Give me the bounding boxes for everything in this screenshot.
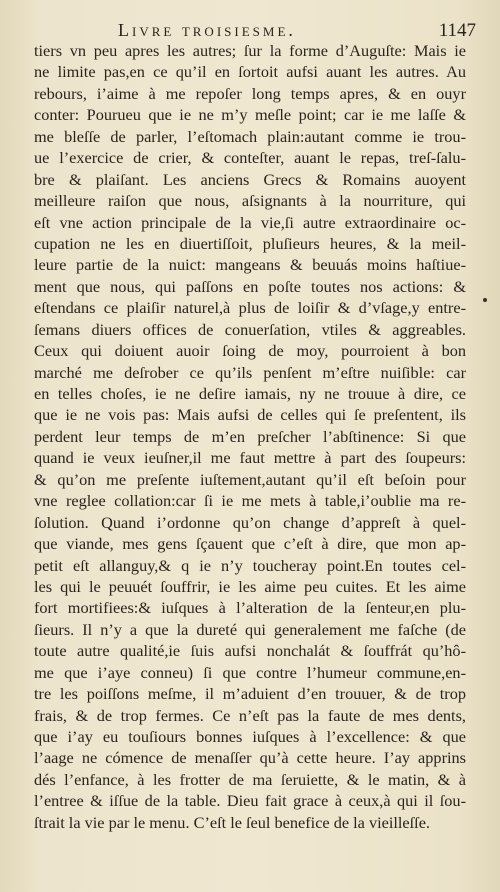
text-line: marché me deſrober ce qu’ils penſent m’eſtre nuiſible: car [34,362,466,382]
text-line: l’aage ne cómence de menaſſer qu’à cette heure. I’ay apprins [34,748,466,768]
text-line: l’entree & iſſue de la table. Dieu fait grace à ceux,à qui il ſou- [34,791,466,811]
text-line: eſt vne action principale de la vie,ſi autre extraordinaire oc- [34,212,466,232]
text-line: ne limite pas,en ce qu’il en ſortoit aufsi auant les autres. Au [34,62,466,82]
text-line: quand ie veux ieuſner,il me faut mettre à part des ſoupeurs: [34,448,466,468]
text-line: ſemans diuers offices de conuerſation, vtiles & aggreables. [34,319,466,339]
text-line: cupation ne les en diuertiſſoit, pluſieurs heures, & la meil- [34,233,466,253]
text-line: fort mortifiees:& iuſques à l’alteration de la ſenteur,en plu- [34,598,466,618]
text-line: que ie ne vois pas: Mais aufsi de celles qui ſe preſentent, ils [34,405,466,425]
text-line: me bleſſe de parler, l’eſtomach plain:autant comme ie trou- [34,126,466,146]
text-line: ment que nous, qui paſſons en poſte toutes nos actions: & [34,276,466,296]
text-line: ſolution. Quand i’ordonne qu’on change d’appreſt à quel- [34,512,466,532]
text-line: perdent leur temps de m’en preſcher l’abſtinence: Si que [34,426,466,446]
text-line: frais, & de trop fermes. Ce n’eſt pas la faute de mes dents, [34,705,466,725]
text-line: dés l’enfance, à les frotter de ma ſeruiette, & le matin, & à [34,769,466,789]
text-line: eſtendans ce plaiſir naturel,à plus de loiſir & d’vſage,y entre- [34,298,466,318]
text-line: me que i’aye conneu) ſi que contre l’humeur commune,en- [34,662,466,682]
page-number: 1147 [438,20,476,41]
text-line: tiers vn peu apres les autres; ſur la forme d’Auguſte: Mais ie [34,41,466,60]
text-line: ſieurs. Il n’y a que la dureté qui generalement me faſche (de [34,619,466,639]
margin-dot-mark [483,298,487,302]
text-line: ue l’exercice de crier, & conteſter, auant le repas, treſ-ſalu- [34,148,466,168]
running-head: Livre troisiesme. [118,20,296,40]
text-line: petit eſt allanguy,& q ie n’y toucheray point.En toutes cel- [34,555,466,575]
text-line: que viande, mes gens ſçauent que c’eſt à dire, que mon ap- [34,534,466,554]
text-line: les qui le peuuét ſouffrir, ie les aime peu cuites. Et les aime [34,576,466,596]
text-line: que i’ay eu touſiours bonnes iuſques à l’excellence: & que [34,727,466,746]
text-line: vne reglee collation:car ſi ie me mets à table,i’oublie ma re- [34,491,466,511]
text-line: leure partie de la nuict: mangeans & beuuás moins haſtiue- [34,255,466,275]
text-line: ſtrait la vie par le menu. C’eſt le ſeul benefice de la vieilleſſe. [34,812,431,832]
text-line: Ceux qui doiuent auoir ſoing de moy, pourroient à bon [34,341,466,361]
text-line: toute autre qualité,ie ſuis aufsi nonchalát & ſouffrát qu’hô- [34,641,466,661]
text-line: rebours, i’aime à me repoſer long temps apres, & en ouyr [34,83,466,103]
text-line: en telles choſes, ie ne deſire iamais, ny ne trouue à dire, ce [34,384,466,403]
text-line: conter: Pourueu que ie ne m’y meſle point; car ie me laſſe & [34,105,466,125]
text-line: & qu’on me preſente iuſtement,autant qu’il eſt beſoin pour [34,469,466,489]
text-line: meilleure raiſon que nous, aſsignants à la nourriture, qui [34,191,466,211]
text-line: tre les poiſſons meſme, il m’aduient d’en trouuer, & de trop [34,684,466,704]
text-line: bre & plaiſant. Les anciens Grecs & Romains auoyent [34,169,466,189]
text-block [34,40,466,833]
